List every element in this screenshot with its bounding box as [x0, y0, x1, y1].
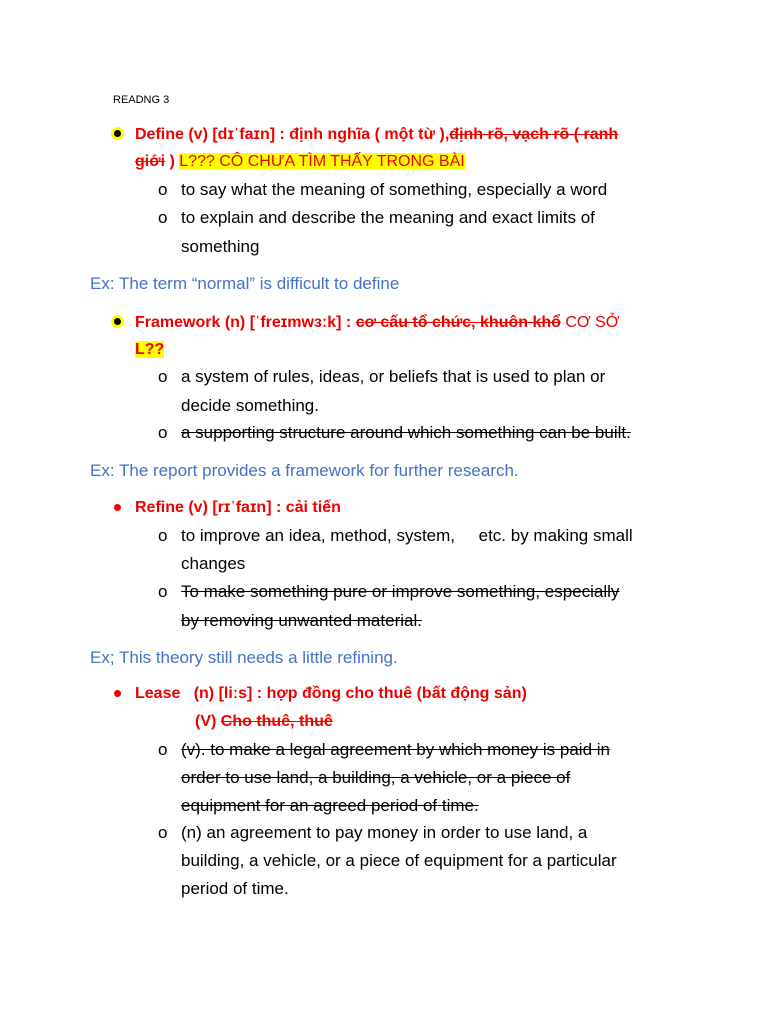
- definition-item: [158, 204, 595, 233]
- term-framework-main: Framework (n) [ˈfreɪmwɜːk] :: [135, 314, 356, 331]
- definition-text: (v). to make a legal agreement by which money is paid in: [181, 740, 610, 759]
- term-lease-verb: (V): [195, 713, 221, 730]
- marker: o: [158, 423, 168, 442]
- term-lease-struck: Cho thuê, thuê: [220, 713, 333, 730]
- term-define-main: Define (v) [dɪˈfaɪn] : định nghĩa ( một từ ),: [135, 126, 450, 143]
- term-define-struck-2: giới: [135, 153, 166, 170]
- definition-item-struck: [158, 736, 610, 765]
- definition-item-cont: [158, 847, 617, 876]
- term-define-paren: ): [165, 153, 180, 170]
- definition-text: (n) an agreement to pay money in order to use land, a: [181, 823, 588, 842]
- definition-item-struck-cont: [158, 764, 571, 793]
- definition-text: to say what the meaning of something, especially a word: [181, 180, 608, 199]
- definition-text: by removing unwanted material.: [181, 611, 422, 630]
- term-define-struck: định rõ, vạch rõ ( ranh: [449, 126, 619, 143]
- bullet-define: [114, 130, 121, 137]
- marker: o: [158, 582, 168, 601]
- bullet-lease: [114, 690, 121, 697]
- definition-text: decide something.: [181, 396, 319, 415]
- definition-text: a supporting structure around which something can be built.: [181, 423, 631, 442]
- definition-text: to improve an idea, method, system, etc. by making small: [181, 526, 633, 545]
- document-heading: READNG 3: [113, 94, 170, 106]
- term-refine: Refine (v) [rɪˈfaɪn] : cải tiến: [135, 499, 341, 516]
- definition-text: to explain and describe the meaning and exact limits of: [181, 208, 595, 227]
- definition-item-cont: [158, 233, 260, 262]
- definition-text: changes: [181, 554, 246, 573]
- definition-item-struck-cont: [158, 792, 479, 821]
- definition-item-struck-cont: [158, 607, 422, 636]
- bullet-framework: [114, 318, 121, 325]
- term-framework-line2: [135, 338, 164, 362]
- definition-item-cont: [158, 875, 289, 904]
- marker: o: [158, 823, 168, 842]
- definition-text: period of time.: [181, 879, 289, 898]
- term-framework-struck: cơ cấu tổ chức, khuôn khổ: [355, 314, 561, 331]
- bullet-refine: [114, 504, 121, 511]
- definition-item: [158, 819, 588, 848]
- term-lease: Lease (n) [liːs] : hợp đồng cho thuê (bất động sản): [135, 685, 527, 702]
- definition-item-cont: [158, 550, 246, 579]
- marker: o: [158, 526, 168, 545]
- marker: o: [158, 180, 168, 199]
- definition-text: building, a vehicle, or a piece of equipment for a particular: [181, 851, 617, 870]
- marker: o: [158, 208, 168, 227]
- definition-item: [158, 176, 608, 205]
- definition-text: To make something pure or improve something, especially: [181, 582, 620, 601]
- marker: o: [158, 367, 168, 386]
- term-framework-extra: CƠ SỞ: [560, 314, 620, 331]
- example-define: Ex: The term “normal” is difficult to define: [90, 274, 400, 293]
- definition-item: [158, 363, 606, 392]
- definition-item-struck: [158, 578, 620, 607]
- term-framework: [135, 311, 619, 335]
- term-define-line2: [135, 150, 465, 174]
- definition-item-struck: [158, 419, 631, 448]
- definition-text: order to use land, a building, a vehicle, or a piece of: [181, 768, 571, 787]
- term-define: [135, 123, 618, 147]
- definition-item-cont: [158, 392, 319, 421]
- definition-text: equipment for an agreed period of time.: [181, 796, 479, 815]
- term-define-note: L??? CÔ CHƯA TÌM THẤY TRONG BÀI: [179, 153, 465, 170]
- definition-text: something: [181, 237, 260, 256]
- marker: o: [158, 740, 168, 759]
- definition-text: a system of rules, ideas, or beliefs that is used to plan or: [181, 367, 606, 386]
- example-refine: Ex; This theory still needs a little refining.: [90, 648, 398, 667]
- term-lease-line2: [195, 710, 333, 734]
- example-framework: Ex: The report provides a framework for further research.: [90, 461, 519, 480]
- definition-item: [158, 522, 633, 551]
- term-framework-note: L??: [135, 341, 165, 358]
